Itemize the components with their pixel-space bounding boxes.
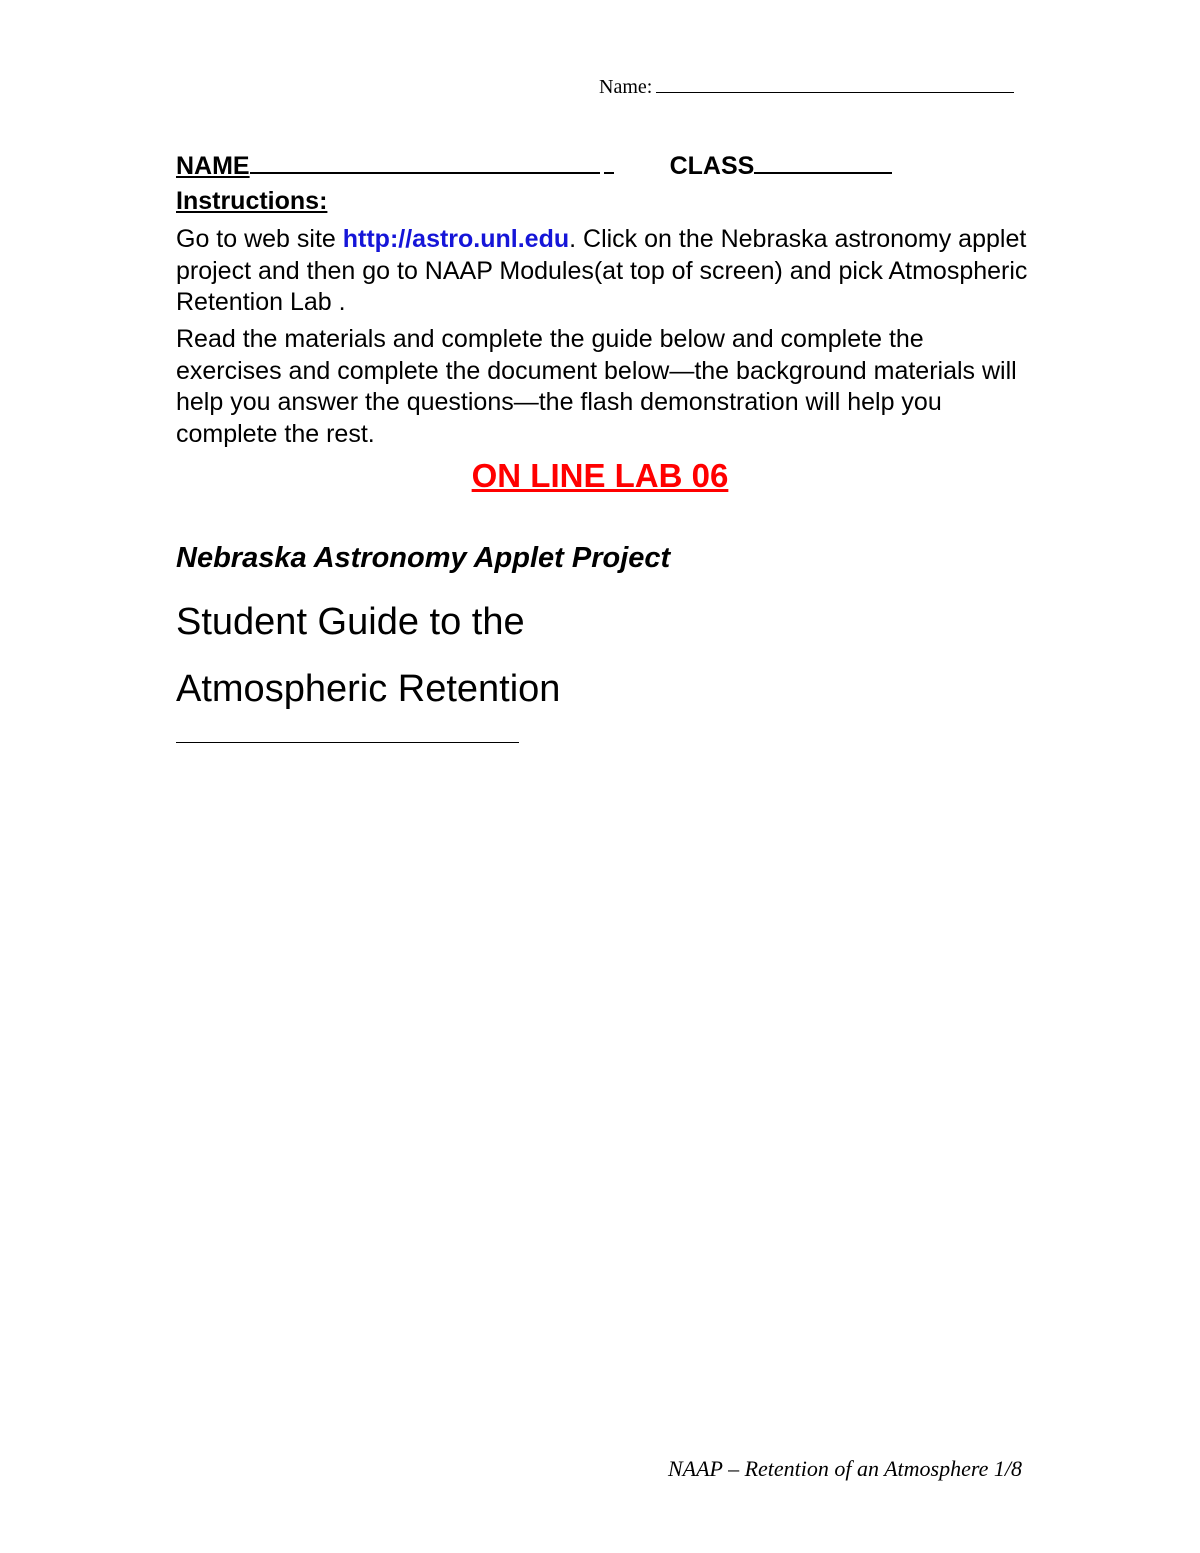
- lab-title: ON LINE LAB 06: [471, 457, 729, 494]
- para1-text-after-link: . Click on the Nebraska astronomy applet project and then go to NAAP Modules(at top of screen) and pick Atmospheric Retention Lab .: [176, 225, 1028, 316]
- guide-title-line-2: Atmospheric Retention: [176, 668, 561, 710]
- project-title: Nebraska Astronomy Applet Project: [176, 542, 671, 574]
- name-label: NAME: [176, 152, 250, 180]
- guide-title-line-1: Student Guide to the: [176, 601, 525, 643]
- class-label: CLASS: [669, 152, 755, 180]
- name-blank-tail: [604, 150, 614, 174]
- instructions-paragraph-1: [176, 224, 1036, 319]
- header-name-label: Name:: [599, 76, 653, 98]
- name-class-row: [176, 150, 892, 181]
- website-link[interactable]: http://astro.unl.edu: [342, 225, 570, 253]
- instructions-paragraph-2: [176, 324, 1036, 450]
- page-footer: NAAP – Retention of an Atmosphere 1/8: [668, 1456, 1022, 1481]
- header-name-blank[interactable]: [656, 74, 1014, 93]
- para2-text: Read the materials and complete the guide below and complete the exercises and complete the document below—the background materials will help you answer the questions—the flash demonstration will help you complete the rest.: [176, 325, 1017, 448]
- instructions-heading: Instructions:: [176, 187, 328, 215]
- name-blank[interactable]: [250, 150, 600, 174]
- class-blank[interactable]: [754, 150, 892, 174]
- para1-text-before-link: Go to web site: [176, 225, 343, 253]
- header-name-field: [599, 74, 1014, 99]
- title-underline-rule: [176, 742, 519, 743]
